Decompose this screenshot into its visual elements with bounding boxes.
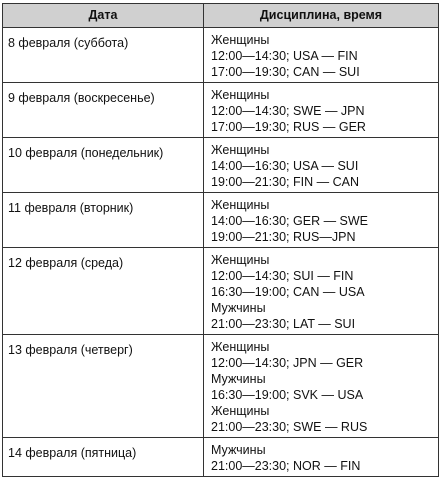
events-cell <box>204 138 439 193</box>
events-cell <box>204 83 439 138</box>
events-cell <box>204 438 439 477</box>
event-line: Женщины <box>211 198 270 212</box>
schedule-table <box>2 3 439 477</box>
date-cell: 10 февраля (понедельник) <box>3 138 204 193</box>
date-cell: 14 февраля (пятница) <box>3 438 204 477</box>
event-line: 21:00—23:30; SWE — RUS <box>211 420 368 434</box>
event-line: Мужчины <box>211 443 266 457</box>
event-line: 12:00—14:30; JPN — GER <box>211 356 364 370</box>
event-line: 19:00—21:30; RUS—JPN <box>211 230 356 244</box>
event-line: 16:30—19:00; SVK — USA <box>211 388 364 402</box>
event-line: Женщины <box>211 340 270 354</box>
table-row <box>3 248 439 335</box>
event-line: Женщины <box>211 143 270 157</box>
event-line: 12:00—14:30; SWE — JPN <box>211 104 365 118</box>
event-line: Мужчины <box>211 301 266 315</box>
events-cell <box>204 28 439 83</box>
event-line: 14:00—16:30; GER — SWE <box>211 214 369 228</box>
event-line: 12:00—14:30; SUI — FIN <box>211 269 354 283</box>
event-line: 21:00—23:30; LAT — SUI <box>211 317 356 331</box>
event-line: 12:00—14:30; USA — FIN <box>211 49 358 63</box>
discipline-column-header: Дисциплина, время <box>204 4 439 28</box>
table-row <box>3 138 439 193</box>
table-row <box>3 83 439 138</box>
date-cell: 11 февраля (вторник) <box>3 193 204 248</box>
event-line: Мужчины <box>211 372 266 386</box>
event-line: Женщины <box>211 33 270 47</box>
date-cell: 9 февраля (воскресенье) <box>3 83 204 138</box>
events-cell <box>204 193 439 248</box>
table-row <box>3 335 439 438</box>
event-line: Женщины <box>211 253 270 267</box>
event-line: 16:30—19:00; CAN — USA <box>211 285 365 299</box>
event-line: 21:00—23:30; NOR — FIN <box>211 459 361 473</box>
event-line: 17:00—19:30; CAN — SUI <box>211 65 360 79</box>
table-row <box>3 193 439 248</box>
event-line: Женщины <box>211 404 270 418</box>
table-row <box>3 438 439 477</box>
date-cell: 13 февраля (четверг) <box>3 335 204 438</box>
date-cell: 12 февраля (среда) <box>3 248 204 335</box>
event-line: 19:00—21:30; FIN — CAN <box>211 175 359 189</box>
date-cell: 8 февраля (суббота) <box>3 28 204 83</box>
events-cell <box>204 248 439 335</box>
event-line: 17:00—19:30; RUS — GER <box>211 120 366 134</box>
event-line: Женщины <box>211 88 270 102</box>
event-line: 14:00—16:30; USA — SUI <box>211 159 359 173</box>
header-row <box>3 4 439 28</box>
date-column-header: Дата <box>3 4 204 28</box>
events-cell <box>204 335 439 438</box>
table-row <box>3 28 439 83</box>
